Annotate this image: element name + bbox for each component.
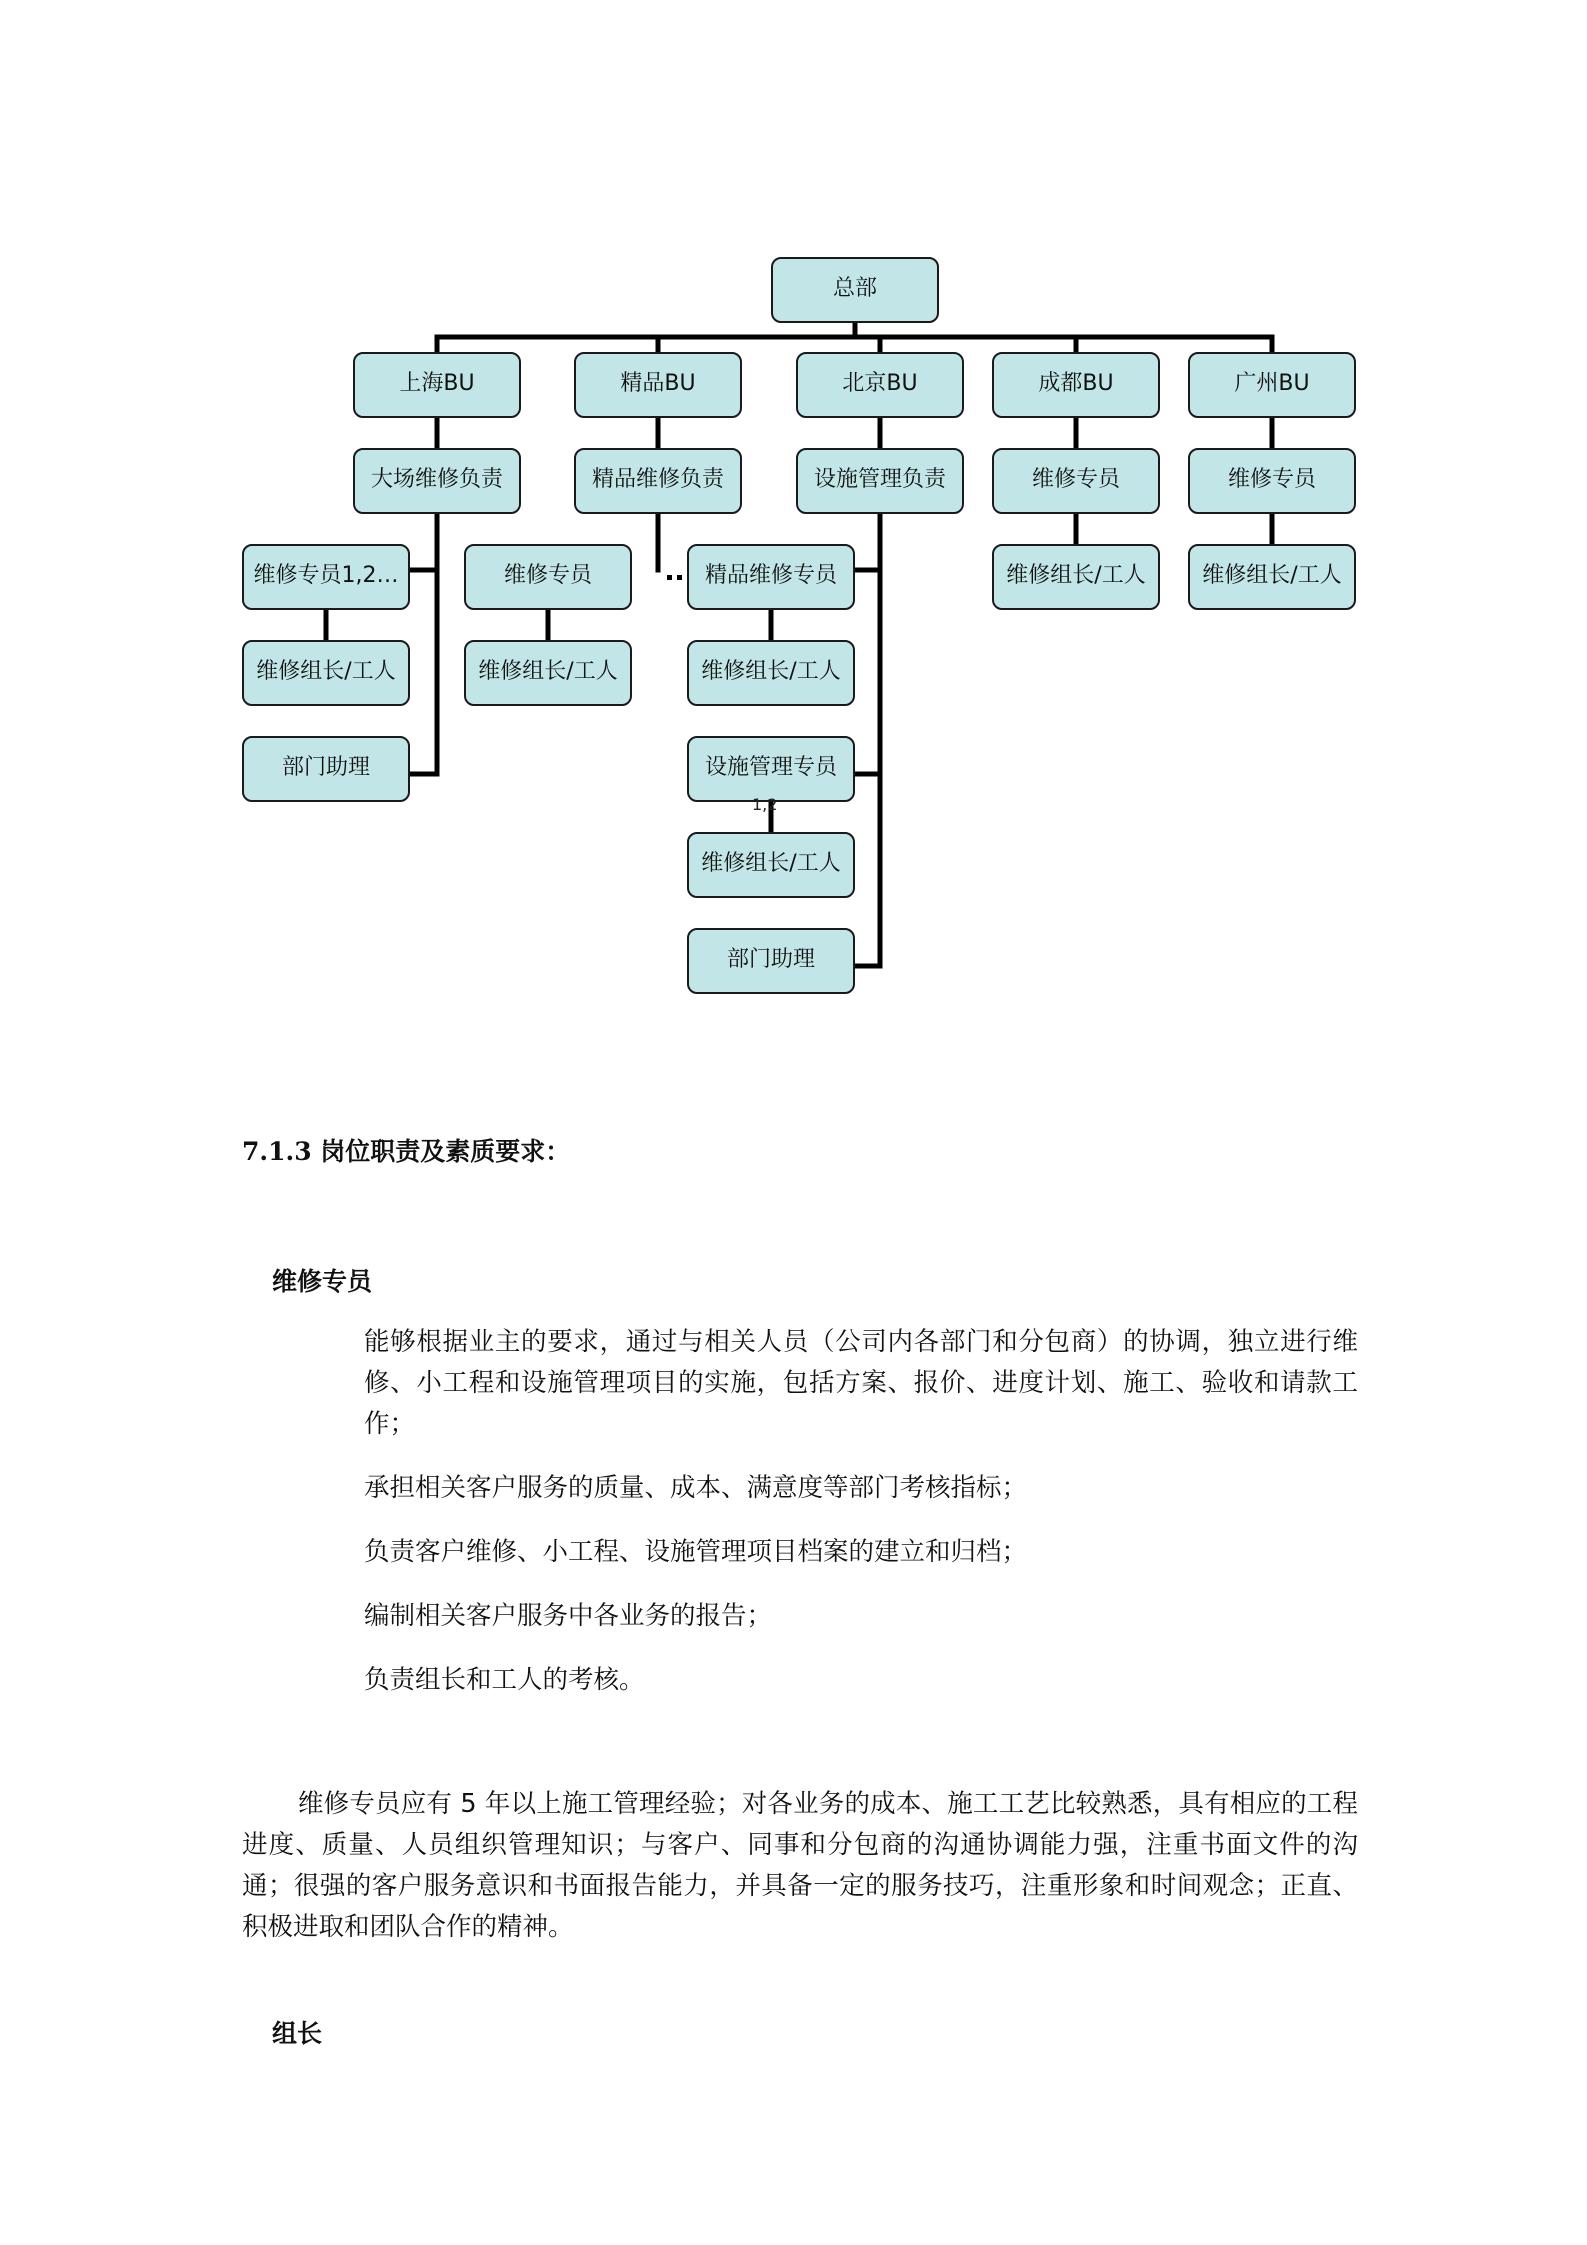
role-title-specialist: 维修专员 <box>272 1267 373 1296</box>
org-node-beijing-foreman-2: 维修组长/工人 <box>687 832 855 898</box>
org-node-manager-guangzhou: 维修专员 <box>1188 448 1356 514</box>
duty-item-5: 负责组长和工人的考核。 <box>364 1665 645 1695</box>
org-node-jingpin-foreman: 维修组长/工人 <box>464 640 632 706</box>
org-node-manager-beijing: 设施管理负责 <box>796 448 964 514</box>
org-node-shanghai-specialist: 维修专员1,2… <box>242 544 410 610</box>
role-title-foreman: 组长 <box>272 2019 323 2048</box>
org-node-bu-chengdu: 成都BU <box>992 352 1160 418</box>
org-node-beijing-facility-specialist: 设施管理专员 <box>687 736 855 802</box>
org-node-bu-shanghai: 上海BU <box>353 352 521 418</box>
org-node-bu-jingpin: 精品BU <box>574 352 742 418</box>
duty-item-4: 编制相关客户服务中各业务的报告； <box>364 1601 773 1631</box>
org-node-beijing-assistant: 部门助理 <box>687 928 855 994</box>
org-node-overflow-fragment: 1,2 <box>752 795 778 814</box>
duty-item-1: 能够根据业主的要求，通过与相关人员（公司内各部门和分包商）的协调，独立进行维修、小工程和设施管理项目的实施，包括方案、报价、进度计划、施工、验收和请款工作； <box>364 1327 1358 1439</box>
org-node-guangzhou-foreman: 维修组长/工人 <box>1188 544 1356 610</box>
org-node-bu-beijing: 北京BU <box>796 352 964 418</box>
org-node-beijing-jingpin-specialist: 精品维修专员 <box>687 544 855 610</box>
org-node-manager-chengdu: 维修专员 <box>992 448 1160 514</box>
org-node-chengdu-foreman: 维修组长/工人 <box>992 544 1160 610</box>
org-node-root: 总部 <box>771 257 939 323</box>
duty-item-2: 承担相关客户服务的质量、成本、满意度等部门考核指标； <box>364 1473 1028 1503</box>
org-node-manager-jingpin: 精品维修负责 <box>574 448 742 514</box>
org-node-beijing-foreman-1: 维修组长/工人 <box>687 640 855 706</box>
org-node-bu-guangzhou: 广州BU <box>1188 352 1356 418</box>
org-node-jingpin-specialist: 维修专员 <box>464 544 632 610</box>
org-node-shanghai-foreman: 维修组长/工人 <box>242 640 410 706</box>
requirement-paragraph: 维修专员应有 5 年以上施工管理经验；对各业务的成本、施工工艺比较熟悉，具有相应的工程进度、质量、人员组织管理知识；与客户、同事和分包商的沟通协调能力强，注重书面文件的沟通；很强的客户服务意识和书面报告能力，并具备一定的服务技巧，注重形象和时间观念；正直、积极进取和团队合作的精神。 <box>242 1789 1358 1942</box>
org-node-shanghai-assistant: 部门助理 <box>242 736 410 802</box>
org-node-manager-shanghai: 大场维修负责 <box>353 448 521 514</box>
section-heading: 7.1.3 岗位职责及素质要求： <box>242 1137 571 1166</box>
duty-item-3: 负责客户维修、小工程、设施管理项目档案的建立和归档； <box>364 1537 1028 1567</box>
org-chart <box>0 0 1587 1020</box>
